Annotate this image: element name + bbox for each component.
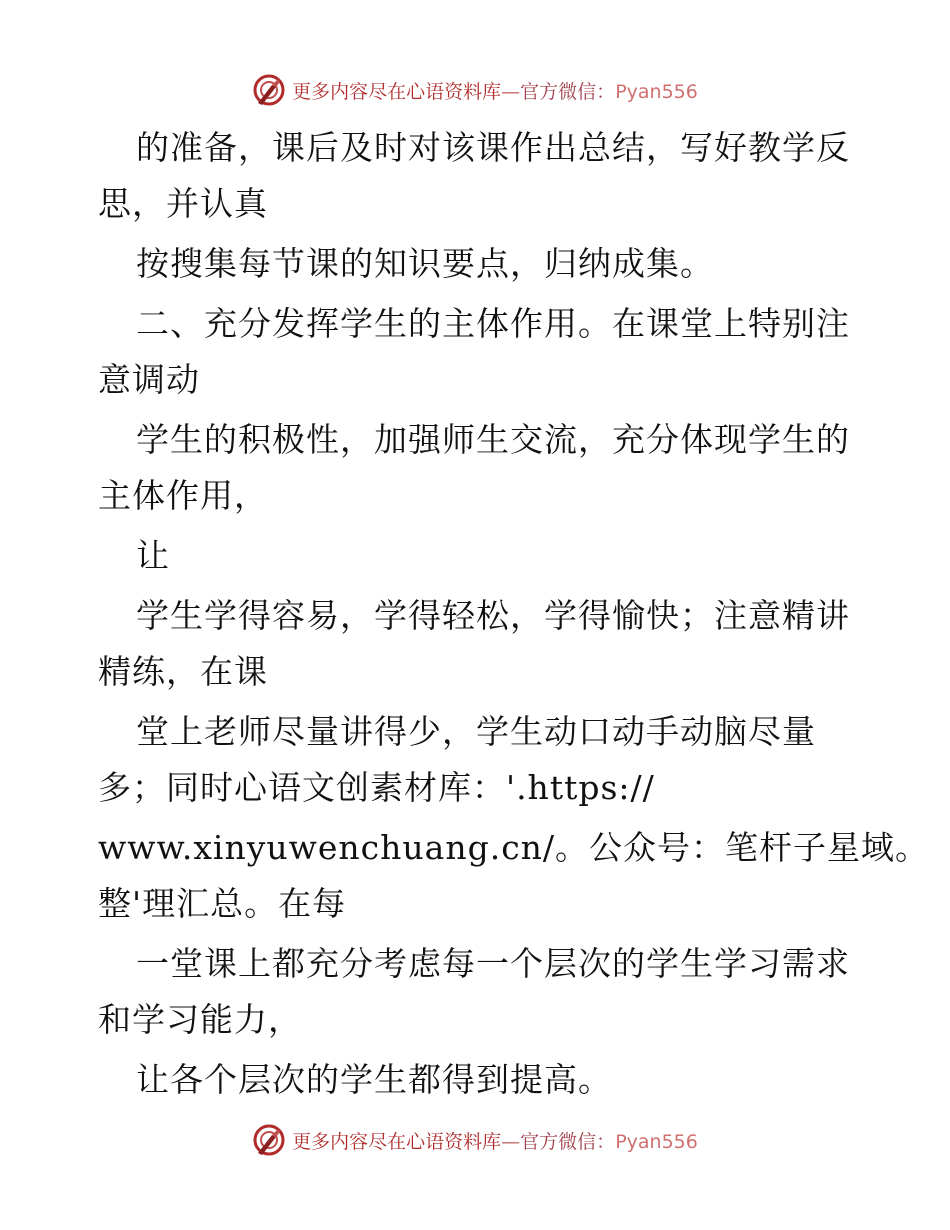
text-line: 堂上老师尽量讲得少，学生动口动手动脑尽量	[136, 712, 816, 751]
text-line: 让	[136, 536, 170, 575]
header-banner	[0, 70, 950, 110]
text-line: 多；同时心语文创素材库：'.https://	[98, 768, 655, 807]
footer-banner	[0, 1120, 950, 1160]
banner-brand: 更多内容尽在心语资料库	[292, 1130, 502, 1153]
banner-wechat-id: Pyan556	[615, 80, 698, 103]
banner-wechat-label: 官方微信：	[520, 1130, 616, 1153]
text-line: 按搜集每节课的知识要点，归纳成集。	[136, 244, 714, 283]
text-line: 精练，在课	[98, 652, 268, 691]
pen-logo-icon	[252, 1123, 286, 1157]
document-body	[98, 120, 930, 1108]
banner-wechat-label: 官方微信：	[520, 80, 616, 103]
pen-logo-icon	[252, 73, 286, 107]
banner-brand: 更多内容尽在心语资料库	[292, 80, 502, 103]
text-line: 学生学得容易，学得轻松，学得愉快；注意精讲	[136, 596, 850, 635]
text-line: 一堂课上都充分考虑每一个层次的学生学习需求	[136, 944, 850, 983]
text-line: www.xinyuwenchuang.cn/。公众号：笔杆子星域。	[98, 828, 930, 867]
footer-banner-text	[292, 1127, 698, 1154]
text-line: 的准备，课后及时对该课作出总结，写好教学反	[136, 128, 850, 167]
header-banner-text	[292, 77, 698, 104]
banner-dash: —	[501, 80, 521, 103]
text-line: 让各个层次的学生都得到提高。	[136, 1060, 612, 1099]
banner-dash: —	[501, 1130, 521, 1153]
text-line: 二、充分发挥学生的主体作用。在课堂上特别注	[136, 304, 850, 343]
text-line: 学生的积极性，加强师生交流，充分体现学生的	[136, 420, 850, 459]
text-line: 和学习能力，	[98, 1000, 302, 1039]
text-line: 主体作用，	[98, 476, 268, 515]
text-line: 思，并认真	[98, 184, 268, 223]
text-line: 意调动	[98, 360, 200, 399]
banner-wechat-id: Pyan556	[615, 1130, 698, 1153]
text-line: 整'理汇总。在每	[98, 884, 347, 923]
